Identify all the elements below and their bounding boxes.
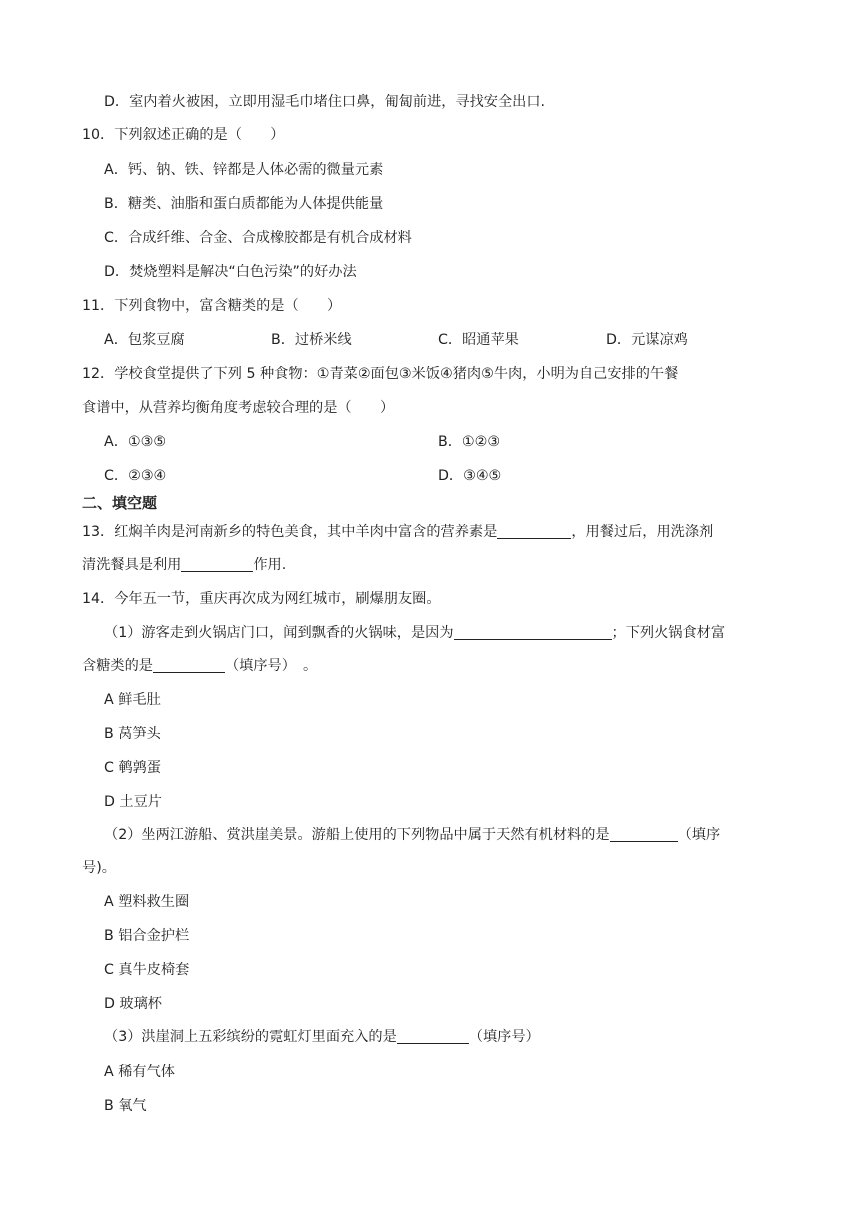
question-14-part-2-option-a: A 塑料救生圈 — [104, 894, 190, 910]
question-11-stem: 11．下列食物中，富含糖类的是（ ） — [82, 298, 342, 314]
question-12-option-a: A．①③⑤ — [104, 434, 167, 450]
question-11-option-d: D．元谋凉鸡 — [606, 332, 688, 348]
question-10-option-a: A．钙、钠、铁、锌都是人体必需的微量元素 — [104, 162, 384, 178]
question-13-text-3: 清洗餐具是利用 — [82, 557, 182, 573]
question-13-text-2: ，用餐过后，用洗涤剂 — [571, 524, 714, 540]
question-14-part-1-text-2: ；下列火锅食材富 — [611, 625, 726, 641]
question-14-part-2-option-d: D 玻璃杯 — [104, 996, 162, 1012]
question-13-line-1 — [82, 522, 713, 542]
question-14-part-1-line-1 — [104, 623, 725, 643]
answer-blank — [181, 556, 253, 572]
answer-blank — [610, 826, 678, 842]
question-14-part-2-line-1 — [104, 825, 720, 845]
question-10-option-c: C．合成纤维、合金、合成橡胶都是有机合成材料 — [104, 230, 412, 246]
question-14-part-3-line-1 — [104, 1027, 540, 1047]
question-13-text-1: 13．红焖羊肉是河南新乡的特色美食，其中羊肉中富含的营养素是 — [82, 524, 498, 540]
question-13-text-4: 作用. — [253, 557, 287, 573]
question-14-part-3-text-1: （3）洪崖洞上五彩缤纷的霓虹灯里面充入的是 — [104, 1029, 397, 1045]
question-14-part-2-line-2: 号)。 — [82, 860, 116, 876]
answer-blank — [153, 657, 225, 673]
question-14-part-1-line-2 — [82, 656, 317, 676]
question-14-stem: 14．今年五一节，重庆再次成为网红城市，刷爆朋友圈。 — [82, 591, 441, 607]
question-13-line-2 — [82, 555, 286, 575]
question-9-option-d: D．室内着火被困，立即用湿毛巾堵住口鼻，匍匐前进，寻找安全出口. — [104, 94, 546, 110]
question-10-stem: 10．下列叙述正确的是（ ） — [82, 127, 285, 143]
question-14-part-2-option-b: B 铝合金护栏 — [104, 928, 190, 944]
question-14-part-3-text-2: （填序号） — [468, 1029, 540, 1045]
question-14-part-1-text-4: （填序号） 。 — [224, 658, 318, 674]
question-14-part-1-option-c: C 鹌鹑蛋 — [104, 760, 161, 776]
question-10-option-d: D．焚烧塑料是解决“白色污染”的好办法 — [104, 264, 357, 280]
question-10-option-b: B．糖类、油脂和蛋白质都能为人体提供能量 — [104, 196, 384, 212]
question-14-part-1-option-b: B 莴笋头 — [104, 726, 161, 742]
answer-blank — [454, 624, 612, 640]
question-14-part-2-text-1: （2）坐两江游船、赏洪崖美景。游船上使用的下列物品中属于天然有机材料的是 — [104, 827, 610, 843]
question-11-option-b: B．过桥米线 — [271, 332, 352, 348]
question-14-part-2-text-2: （填序 — [677, 827, 721, 843]
question-11-option-c: C．昭通苹果 — [438, 332, 519, 348]
question-14-part-1-option-d: D 土豆片 — [104, 794, 162, 810]
question-14-part-1-option-a: A 鲜毛肚 — [104, 692, 161, 708]
question-14-part-3-option-a: A 稀有气体 — [104, 1064, 175, 1080]
question-14-part-3-option-b: B 氧气 — [104, 1098, 147, 1114]
question-12-option-d: D．③④⑤ — [438, 468, 502, 484]
question-14-part-1-text-1: （1）游客走到火锅店门口，闻到飘香的火锅味，是因为 — [104, 625, 454, 641]
question-14-part-2-option-c: C 真牛皮椅套 — [104, 962, 190, 978]
question-12-option-b: B．①②③ — [438, 434, 501, 450]
question-12-stem-line-2: 食谱中，从营养均衡角度考虑较合理的是（ ） — [82, 400, 395, 416]
section-heading-fill-in: 二、填空题 — [82, 494, 158, 512]
question-12-option-c: C．②③④ — [104, 468, 167, 484]
answer-blank — [397, 1028, 469, 1044]
question-11-option-a: A．包浆豆腐 — [104, 332, 185, 348]
question-14-part-1-text-3: 含糖类的是 — [82, 658, 153, 674]
question-12-stem-line-1: 12．学校食堂提供了下列 5 种食物：①青菜②面包③米饭④猪肉⑤牛肉，小明为自己安排的午餐 — [82, 366, 679, 382]
answer-blank — [497, 523, 571, 539]
